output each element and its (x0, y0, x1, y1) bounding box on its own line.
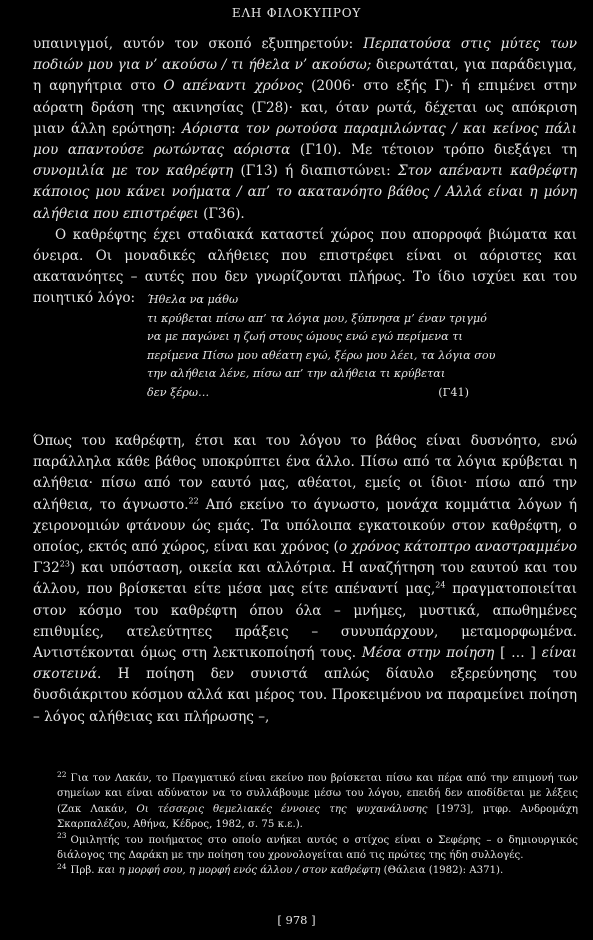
poem-line: να με παγώνει η ζωή στους ώμους ενώ εγώ περίμενα τι (147, 330, 463, 344)
footnote-marker: 22 (188, 496, 199, 506)
running-header: ΕΛΗ ΦΙΛΟΚΥΠΡΟΥ (231, 6, 362, 20)
text-run: διερωτάται, για παράδειγμα, η αφηγήτρια στο (33, 57, 577, 95)
italic-run: Μέσα στην ποίηση (361, 645, 495, 662)
text-run: [1973], μτφρ. Ανδρομάχη Σκαρπαλέζου, Αθήνα, Κέδρος, 1982, σ. 75 κ.ε.). (57, 803, 578, 831)
italic-run: και η μορφή σου, η μορφή ενός άλλου / στον καθρέφτη (97, 865, 381, 877)
paragraph-1 (33, 34, 577, 225)
page-number: [ 978 ] (277, 913, 316, 927)
text-run: (Γ13) ή διαπιστώνει: (233, 163, 399, 180)
footnotes (57, 771, 578, 879)
text-run: [ … ] (494, 645, 542, 662)
text-run: Πρβ. (70, 865, 98, 877)
text-run: ) και υπόσταση, οικεία και αλλότρια. Η αναζήτηση του εαυτού και του άλλου, που βρίσκεται είτε μέσα μας είτε απέναντί μας, (33, 560, 577, 598)
italic-run: συνομιλία με τον καθρέφτη (33, 163, 234, 180)
italic-run: Περπατούσα στις μύτες των ποδιών μου για ν’ ακούσω / τι ήθελα ν’ ακούσω; (33, 36, 577, 74)
text-run: . Η ποίηση δεν συνιστά απλώς δίαυλο εξερεύνησης του δυσδιάκριτου κόσμου αλλά και μέρος του. Προκειμένου να παραμείνει ποίηση – λόγος αλήθειας και πλήρωσης –, (33, 666, 577, 725)
footnote-22 (57, 771, 578, 833)
italic-run: είναι σκοτεινά (33, 645, 577, 683)
poem-quotation (147, 291, 496, 403)
footnote-number: 23 (57, 831, 67, 841)
poem-reference: (Γ41) (438, 385, 469, 399)
text-run: (2006· στο εξής Γ)· ή επιμένει στην αόρατη δράση της ακινησίας (Γ28)· και, όταν ρωτά, δέχεται ως απόκριση μιαν άλλη ερώτηση: (33, 78, 577, 137)
text-run: Γ32 (33, 560, 60, 577)
footnote-23 (57, 833, 578, 864)
text-run: (Γ10). Με τέτοιον τρόπο διεξάγει τη (290, 142, 577, 159)
italic-run: Ο απέναντι χρόνος (163, 78, 304, 95)
body-text-bottom (33, 431, 577, 728)
text-run: Ομιλητής του ποιήματος στο οποίο ανήκει αυτός ο στίχος είναι ο Σεφέρης – ο δημιουργικός διάλογος της Δαράκη με την ποίηση του χρονολογείται από τις πρώτες της ήδη συλλογές. (57, 834, 578, 862)
footnote-marker: 24 (435, 580, 446, 590)
text-run: πραγματοποιείται στον κόσμο του καθρέφτη όπου όλα – μνήμες, μυστικά, απωθημένες επιθυμίες, ατελεύτητες πράξεις – συνυπάρχουν, μεταμορφωμένα. Αντιστέκονται όμως στη λεκτικοποίησή τους. (33, 581, 578, 662)
poem-line: περίμενα Πίσω μου αθέατη εγώ, ξέρω μου λέει, τα λόγια σου (147, 348, 496, 362)
poem-line: Ήθελα να μάθω (147, 293, 239, 306)
italic-run: ο χρόνος κάτοπτρο αναστραμμένο (338, 539, 577, 556)
italic-run: Οι τέσσερις θεμελιακές έννοιες της ψυχανάλυσης (136, 803, 428, 815)
text-run: (Θάλεια (1982): Α371). (380, 865, 504, 877)
footnote-number: 22 (57, 769, 67, 779)
italic-run: Στον απέναντι καθρέφτη κάποιος μου κάνει νοήματα / απ’ το ακατανόητο βάθος / Αλλά είναι η μόνη αλήθεια που επιστρέφει (33, 163, 577, 222)
body-text-top (33, 34, 577, 310)
text-run: Για τον Λακάν, το Πραγματικό είναι εκείνο που βρίσκεται πίσω και πέρα από την επιμονή των σημείων και είναι αδύνατον να το συλλάβουμε μέσω του λόγου, επειδή δεν αποδίδεται με λέξεις (Ζακ Λακάν, (57, 773, 578, 815)
italic-run: Αόριστα τον ρωτούσα παραμιλώντας / και κείνος πάλι μου απαντούσε ρωτώντας αόριστα (33, 120, 577, 159)
text-run: (Γ36). (198, 205, 245, 222)
poem-line: την αλήθεια λένε, πίσω απ’ την αλήθεια τι κρύβεται (147, 367, 446, 381)
text-run: Ο καθρέφτης έχει σταδιακά καταστεί χώρος που απορροφά βιώματα και όνειρα. Οι μοναδικές αλήθειες που επιστρέφει είναι οι αόριστες και ακατανόητες – αυτές που δεν γνωρίζονται πλήρως. Το ίδιο ισχύει και του ποιητικό λόγο: (33, 226, 577, 307)
text-run: υπαινιγμοί, αυτόν τον σκοπό εξυπηρετούν: (33, 36, 364, 52)
footnote-24 (57, 863, 578, 878)
poem-line: δεν ξέρω… (147, 385, 210, 399)
footnote-number: 24 (57, 862, 67, 872)
poem-line: τι κρύβεται πίσω απ’ τα λόγια μου, ξύπνησα μ’ έναν τριγμό (147, 311, 487, 325)
paragraph-3 (33, 431, 577, 728)
text-run: Από εκείνο το άγνωστο, μονάχα κομμάτια λόγων ή χειρονομιών φτάνουν ώς εμάς. Τα υπόλοιπα εγκατοικούν στον καθρέφτη, ο οποίος, εκτός από χώρος, είναι και χρόνος ( (33, 496, 577, 556)
text-run: Όπως του καθρέφτη, έτσι και του λόγου το βάθος είναι δυσνόητο, ενώ παράλληλα κάθε βάθος υποκρύπτει ένα άλλο. Πίσω από τα λόγια κρύβεται η αλήθεια· πίσω από τον εαυτό μας, αθέατοι, εμείς οι ίδιοι· πίσω από την αλήθεια, το άγνωστο. (33, 433, 577, 513)
footnote-marker: 23 (59, 559, 70, 569)
